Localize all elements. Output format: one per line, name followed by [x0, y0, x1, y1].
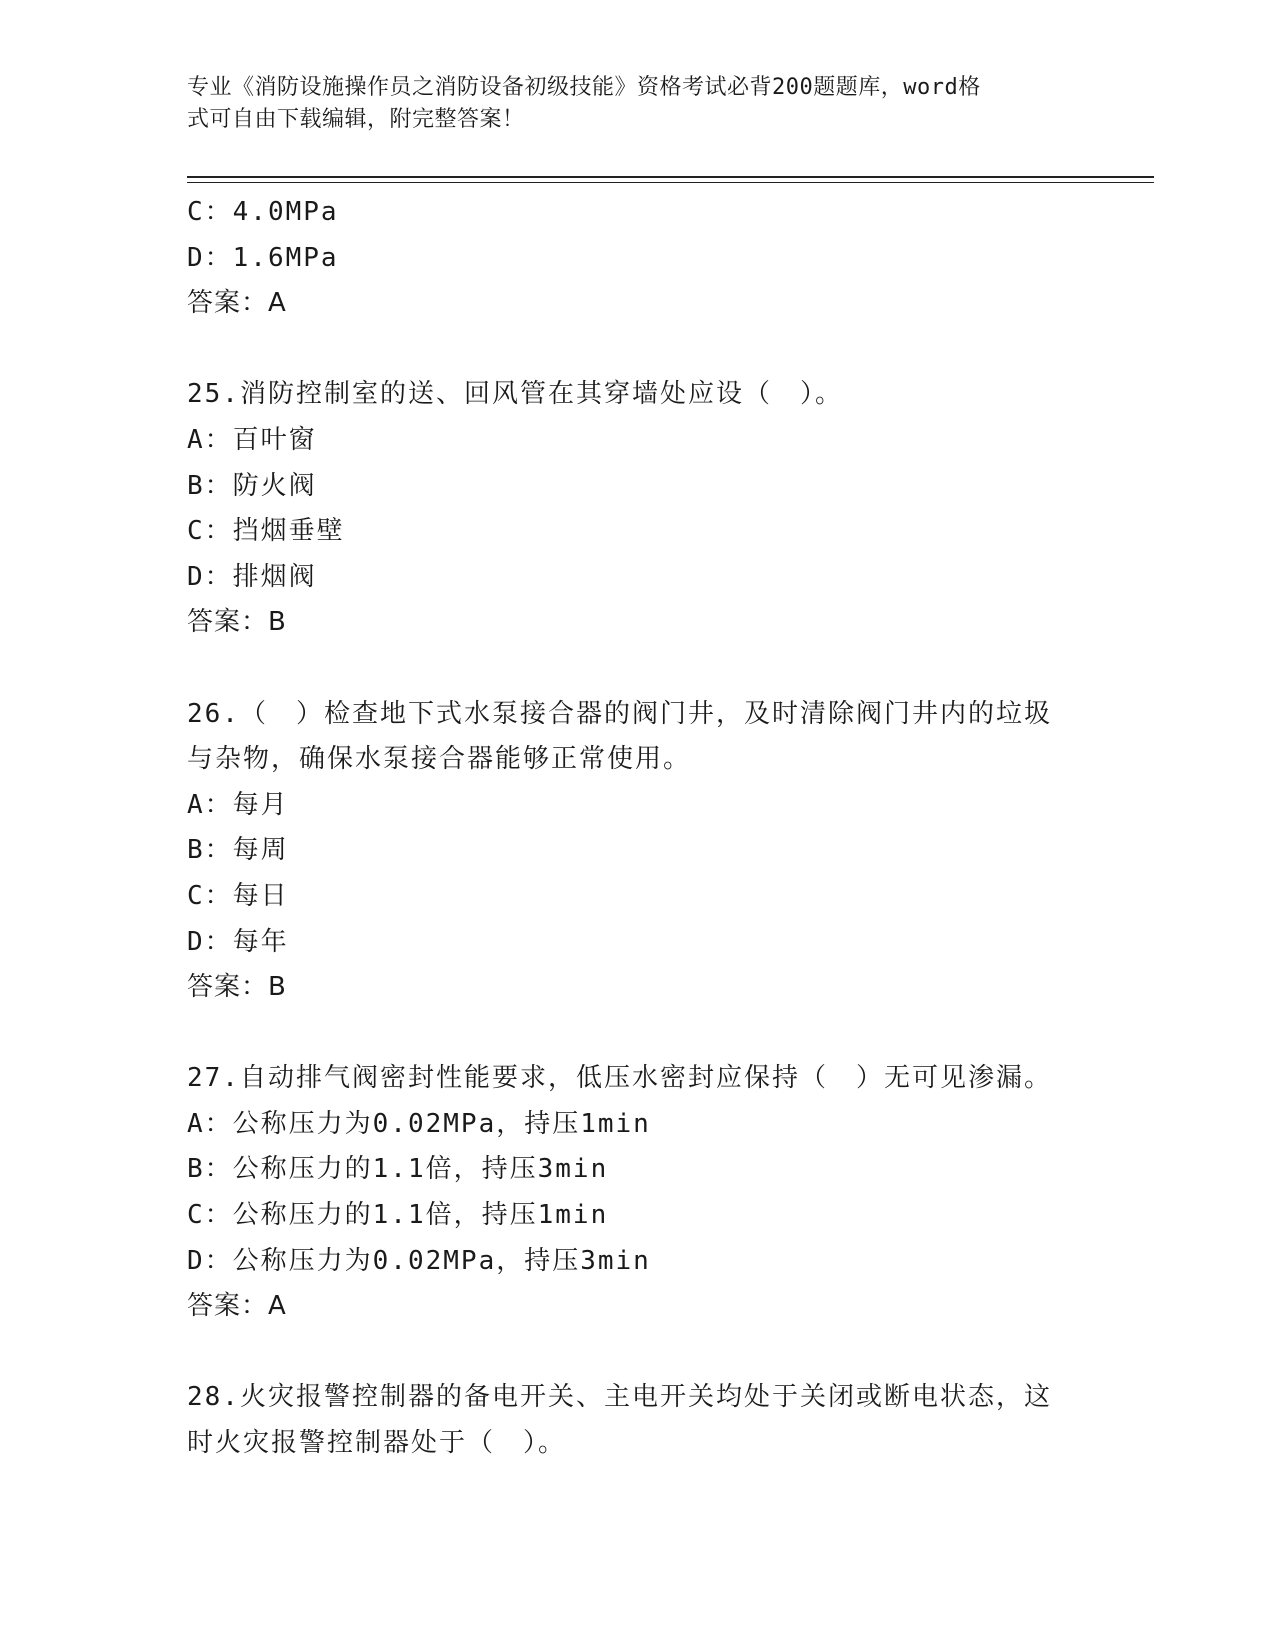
option-b: B：公称压力的1.1倍，持压3min	[187, 1154, 609, 1185]
answer-line: 答案：A	[187, 1291, 287, 1322]
document-header	[187, 72, 1067, 136]
option-a: A：每月	[187, 789, 289, 820]
option-b: B：防火阀	[187, 470, 317, 501]
answer-line: 答案：B	[187, 972, 287, 1003]
option-d: D：1.6MPa	[187, 242, 339, 273]
answer-line: 答案：A	[187, 288, 287, 319]
question-stem-continued: 时火灾报警控制器处于（ ）。	[187, 1428, 567, 1459]
question-28	[187, 1375, 1077, 1466]
header-line-1: 专业《消防设施操作员之消防设备初级技能》资格考试必背200题题库，word格	[187, 75, 981, 100]
question-26	[187, 692, 1077, 1011]
header-line-2: 式可自由下载编辑，附完整答案！	[187, 107, 525, 132]
header-rule-thin	[187, 182, 1154, 183]
spacer	[187, 1330, 1077, 1376]
spacer	[187, 327, 1077, 373]
question-stem-continued: 与杂物，确保水泵接合器能够正常使用。	[187, 744, 692, 775]
question-27	[187, 1056, 1077, 1330]
answer-line: 答案：B	[187, 607, 287, 638]
option-c: C：每日	[187, 880, 289, 911]
question-stem: 26.（ ）检查地下式水泵接合器的阀门井，及时清除阀门井内的垃圾	[187, 698, 1052, 729]
option-a: A：百叶窗	[187, 424, 317, 455]
question-25	[187, 372, 1077, 646]
spacer	[187, 1011, 1077, 1057]
option-c: C：公称压力的1.1倍，持压1min	[187, 1200, 609, 1231]
header-rule-thick	[187, 176, 1154, 178]
option-d: D：公称压力为0.02MPa，持压3min	[187, 1245, 651, 1276]
option-d: D：排烟阀	[187, 561, 317, 592]
option-c: C：挡烟垂壁	[187, 516, 345, 547]
option-d: D：每年	[187, 926, 289, 957]
option-a: A：公称压力为0.02MPa，持压1min	[187, 1108, 651, 1139]
spacer	[187, 646, 1077, 692]
option-b: B：每周	[187, 835, 289, 866]
question-stem: 28.火灾报警控制器的备电开关、主电开关均处于关闭或断电状态，这	[187, 1382, 1052, 1413]
question-stem: 25.消防控制室的送、回风管在其穿墙处应设（ ）。	[187, 379, 843, 410]
question-stem: 27.自动排气阀密封性能要求，低压水密封应保持（ ）无可见渗漏。	[187, 1063, 1052, 1094]
option-c: C：4.0MPa	[187, 197, 339, 227]
question-list	[187, 190, 1077, 1467]
